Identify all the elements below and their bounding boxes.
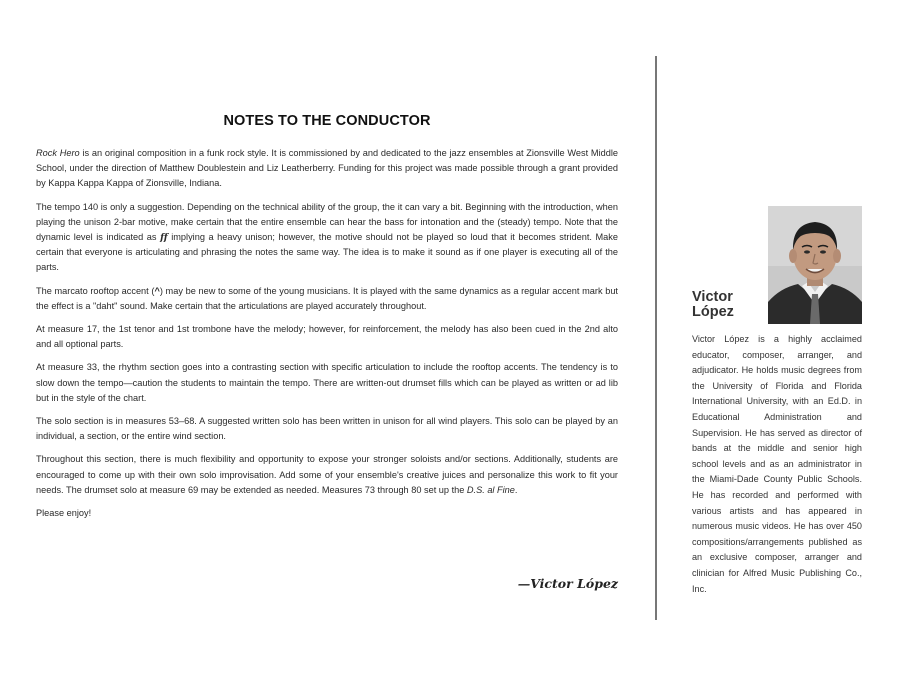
notes-paragraph-2-text-a: The tempo 140 is only a suggestion. Depending on the technical ability of the group, the it can vary a bit. Beginning with the introduction, when playing the unison 2-bar motive, make certain that the entire ensemble can hear the bass for intonation and the (steady) tempo. Note that the dynamic level is indicated as [36,201,618,243]
piece-title: Rock Hero [36,148,80,158]
conductor-notes [36,146,618,529]
signature: —Victor López [517,576,618,591]
bio-first-name: Victor [692,289,733,305]
bio-name [692,290,734,320]
notes-paragraph-8: Please enjoy! [36,508,92,519]
rooftop-accent-symbol: ^ [154,285,160,296]
notes-paragraph-4: At measure 17, the 1st tenor and 1st trombone have the melody; however, for reinforcement, the melody has also been cued in the 2nd alto and all optional parts. [36,324,618,350]
dynamic-marking: ff [160,232,168,244]
portrait-illustration [768,206,862,324]
column-divider [655,56,657,620]
ds-al-fine: D.S. al Fine [466,484,515,495]
notes-paragraph-2-text-b: implying a heavy unison; however, the motive should not be played so loud that it becomes strident. Make certain that everyone is articulating and phrasing the notes the same way. The idea is to make it sound as if one player is executing all of the parts. [36,232,618,273]
notes-paragraph-7 [36,452,618,498]
notes-paragraph-6: The solo section is in measures 53–68. A suggested written solo has been written in unison for all wind players. This solo can be played by an individual, a section, or the entire wind section. [36,416,618,442]
notes-paragraph-7-end: . [514,484,518,495]
notes-paragraph-3 [36,284,618,314]
notes-paragraph-2 [36,200,618,276]
author-portrait [768,206,862,324]
bio-last-name: López [692,304,734,320]
notes-paragraph-3-text-a: The marcato rooftop accent ( [36,285,155,296]
notes-paragraph-1 [36,146,618,192]
notes-paragraph-5: At measure 33, the rhythm section goes into a contrasting section with specific articulation to include the rooftop accents. The tendency is to slow down the tempo—caution the students to maintain the tempo. There are written-out drumset fills which can be played as written or ad lib but in the style of the chart. [36,362,618,403]
notes-paragraph-1-text: is an original composition in a funk rock style. It is commissioned by and dedicated to the jazz ensembles at Zionsville West Middle School, under the direction of Matthew Doublestein and Liz Leatherberry. Funding for this project was made possible through a grant provided by Kappa Kappa Kappa of Zionsville, Indiana. [36,148,618,189]
bio-text: Victor López is a highly acclaimed educator, composer, arranger, and adjudicator. He holds music degrees from the University of Florida and Florida International University, with an Ed.D. in Educational Administration and Supervision. He has served as director of bands at the middle and senior high school levels and as an administrator in the Miami-Dade County Public Schools. He has recorded and performed with various artists and has appeared in numerous music videos. He has over 450 compositions/arrangements published as an exclusive composer, arranger and clinician for Alfred Music Publishing Co., Inc. [692,334,862,594]
notes-paragraph-7-text: Throughout this section, there is much flexibility and opportunity to expose your stronger soloists and/or sections. Additionally, students are encouraged to come up with their own solo improvisation. Add some of your ensemble's creative juices and personalize this work to fit your needs. The drumset solo at measure 69 may be extended as needed. Measures 73 through 80 set up the [36,454,618,495]
page-title: NOTES TO THE CONDUCTOR [223,113,431,129]
notes-paragraph-3-text-b: ) may be new to some of the young musicians. It is played with the same dynamics as a regular accent mark but the effect is a "daht" sound. Make certain that the articulations are played accurately throughout. [36,285,618,311]
